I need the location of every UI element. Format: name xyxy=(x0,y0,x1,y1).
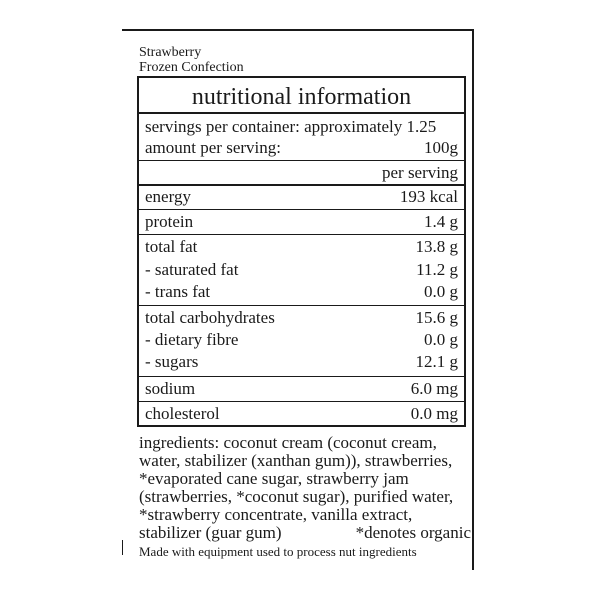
ingredients-line: ingredients: coconut cream (coconut cream, xyxy=(139,433,437,452)
nutrient-label: protein xyxy=(145,212,194,231)
nutrition-panel xyxy=(137,76,466,427)
nutrient-label: cholesterol xyxy=(145,404,220,423)
nutrient-label: - trans fat xyxy=(145,282,211,301)
ingredients-text xyxy=(139,434,471,542)
divider-fat xyxy=(139,305,464,306)
label-border-left xyxy=(122,540,123,555)
nutrient-value: 0.0 g xyxy=(424,282,458,301)
nutrient-label: total fat xyxy=(145,237,198,256)
nutrient-value: 0.0 mg xyxy=(410,404,458,423)
amount-value: 100g xyxy=(424,138,458,157)
nutrient-value: 13.8 g xyxy=(415,237,458,256)
amount-label: amount per serving: xyxy=(145,138,281,157)
nutrient-value: 12.1 g xyxy=(415,352,458,371)
nutrient-value: 0.0 g xyxy=(424,330,458,349)
nutrient-label: energy xyxy=(145,187,191,206)
nutrient-value: 193 kcal xyxy=(399,187,458,206)
servings-label: servings per container: approximately 1.25 xyxy=(145,117,437,136)
allergen-note: Made with equipment used to process nut ingredients xyxy=(139,544,417,559)
nutrient-value: 1.4 g xyxy=(424,212,458,231)
nutrient-value: 11.2 g xyxy=(416,260,458,279)
divider-title xyxy=(139,112,464,114)
ingredients-line: stabilizer (guar gum) xyxy=(139,523,282,542)
nutrient-label: - sugars xyxy=(145,352,199,371)
ingredients-line: water, stabilizer (xanthan gum)), strawberries, xyxy=(139,451,453,470)
nutrient-value: 15.6 g xyxy=(415,308,458,327)
ingredients-last-line xyxy=(139,524,471,542)
divider-carbohydrates xyxy=(139,376,464,377)
ingredients-line: *strawberry concentrate, vanilla extract, xyxy=(139,505,413,524)
divider-protein xyxy=(139,234,464,235)
divider-energy xyxy=(139,209,464,210)
label-border-top xyxy=(122,29,474,31)
divider-serving xyxy=(139,160,464,161)
column-header: per serving xyxy=(381,163,458,182)
nutrient-label: sodium xyxy=(145,379,196,398)
nutrient-value: 6.0 mg xyxy=(410,379,458,398)
nutrient-label: - dietary fibre xyxy=(145,330,239,349)
ingredients-line: (strawberries, *coconut sugar), purified water, xyxy=(139,487,454,506)
nutrient-label: total carbohydrates xyxy=(145,308,275,327)
divider-sodium xyxy=(139,401,464,402)
panel-title: nutritional information xyxy=(191,84,412,110)
product-name xyxy=(139,45,244,75)
nutrient-label: - saturated fat xyxy=(145,260,239,279)
label-border-right xyxy=(472,29,474,570)
product-name-line1: Strawberry xyxy=(139,45,202,60)
ingredients-line: *evaporated cane sugar, strawberry jam xyxy=(139,469,409,488)
product-name-line2: Frozen Confection xyxy=(139,60,244,75)
organic-note: *denotes organic xyxy=(355,523,471,542)
